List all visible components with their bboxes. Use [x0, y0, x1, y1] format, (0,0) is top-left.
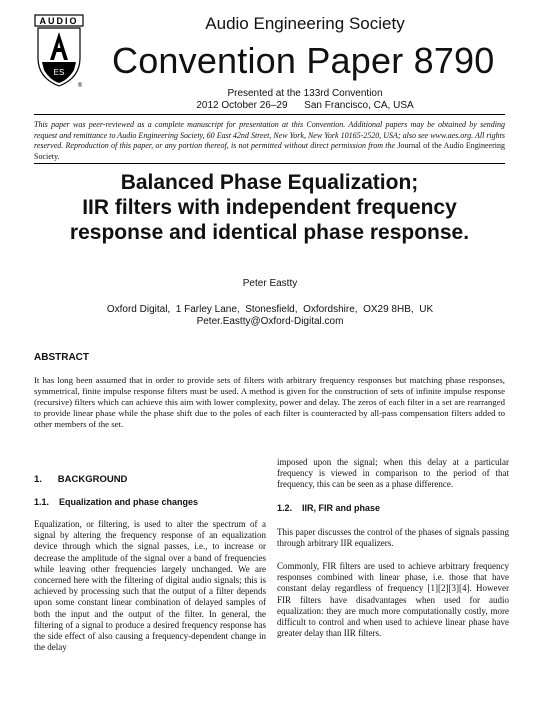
- title-line-3: response and identical phase response.: [69, 221, 470, 244]
- logo-registered-mark: ®: [77, 83, 83, 88]
- presentation-info: [0, 88, 540, 112]
- section-1-2-heading: 1.2. IIR, FIR and phase: [277, 503, 381, 513]
- society-name: Audio Engineering Society: [205, 14, 405, 33]
- presented-at: Presented at the 133rd Convention: [227, 88, 383, 99]
- copyright-notice: This paper was peer-reviewed as a complete manuscript for presentation at this Convention. Additional papers may be obtained by sending request and remittance to Audio Engineering Society, 60 East 42nd Street, New York, New York 10165-2520, USA; also see www.aes.org. All rights reserved. Reproduction of this paper, or any portion thereof, is not permitted without direct permission from the Journal of the Audio Engineering Society.: [34, 120, 505, 161]
- title-line-2: IIR filters with independent frequency: [82, 196, 457, 219]
- logo-top-text: AUDIO: [39, 16, 79, 26]
- right-paragraph-1: This paper discusses the control of the phases of signals passing through arbitrary IIR equalizers.: [277, 527, 509, 549]
- author-name: Peter Eastty: [242, 278, 298, 289]
- right-paragraph-2: Commonly, FIR filters are used to achieve arbitrary frequency responses combined with linear phase, i.e. those that have constant delay regardless of frequency [1][2][3][4]. However FIR filters have disadvantages when used for audio equalization: they are much more computationally costly, more difficult to control and when used to achieve linear phase have greater delay than IIR filters.: [277, 561, 509, 639]
- header-bottom-rule: [34, 163, 505, 164]
- abstract-heading: ABSTRACT: [34, 352, 89, 363]
- convention-dates: 2012 October 26–29 San Francisco, CA, USA: [196, 100, 414, 111]
- section-1-heading: 1. BACKGROUND: [34, 474, 128, 485]
- header-top-rule: [34, 114, 505, 115]
- section-1-1-heading: 1.1. Equalization and phase changes: [34, 497, 199, 507]
- author-affiliation: [0, 304, 540, 328]
- right-continued-paragraph: imposed upon the signal; when this delay at a particular frequency is viewed in comparison to the period of that frequency, this can be seen as a phase difference.: [277, 457, 509, 490]
- paper-title: [34, 170, 505, 245]
- author-email: Peter.Eastty@Oxford-Digital.com: [196, 316, 344, 327]
- abstract-text: It has long been assumed that in order to provide sets of filters with arbitrary frequency responses but matching phase responses, symmetrical, finite impulse response filters must be used. A method is given for the construction of sets of infinite impulse response (recursive) filters which can achieve this aim with lower complexity, power and delay. The zeros of each filter in a set are rearranged to provide linear phase while the phase shift due to the poles of each filter is counteracted by all-pass compensation filters added to other members of the set.: [34, 375, 505, 429]
- affiliation-address: Oxford Digital, 1 Farley Lane, Stonesfield, Oxfordshire, OX29 8HB, UK: [106, 304, 434, 315]
- logo-bottom-text: ES: [53, 68, 65, 77]
- paper-heading: Convention Paper 8790: [112, 40, 495, 81]
- left-body-paragraph: Equalization, or filtering, is used to alter the spectrum of a signal by altering the frequency response of an equalization device through which the signal passes, i.e., to increase or decrease the amplitude of the signal over a band of frequencies while leaving other frequencies largely unchanged. We are concerned here with the filtering of digital audio signals; this is achieved by processing such that the output of a filter depends upon some constant linear combination of delayed samples of both the input and the output of the filter. In general, the filtering of a signal to produce a desired frequency response has the side effect of also causing a frequency-dependent change in the delay: [34, 519, 266, 653]
- journal-name: Journal of the Audio Engineering Society.: [34, 141, 505, 161]
- title-line-1: Balanced Phase Equalization;: [120, 171, 419, 194]
